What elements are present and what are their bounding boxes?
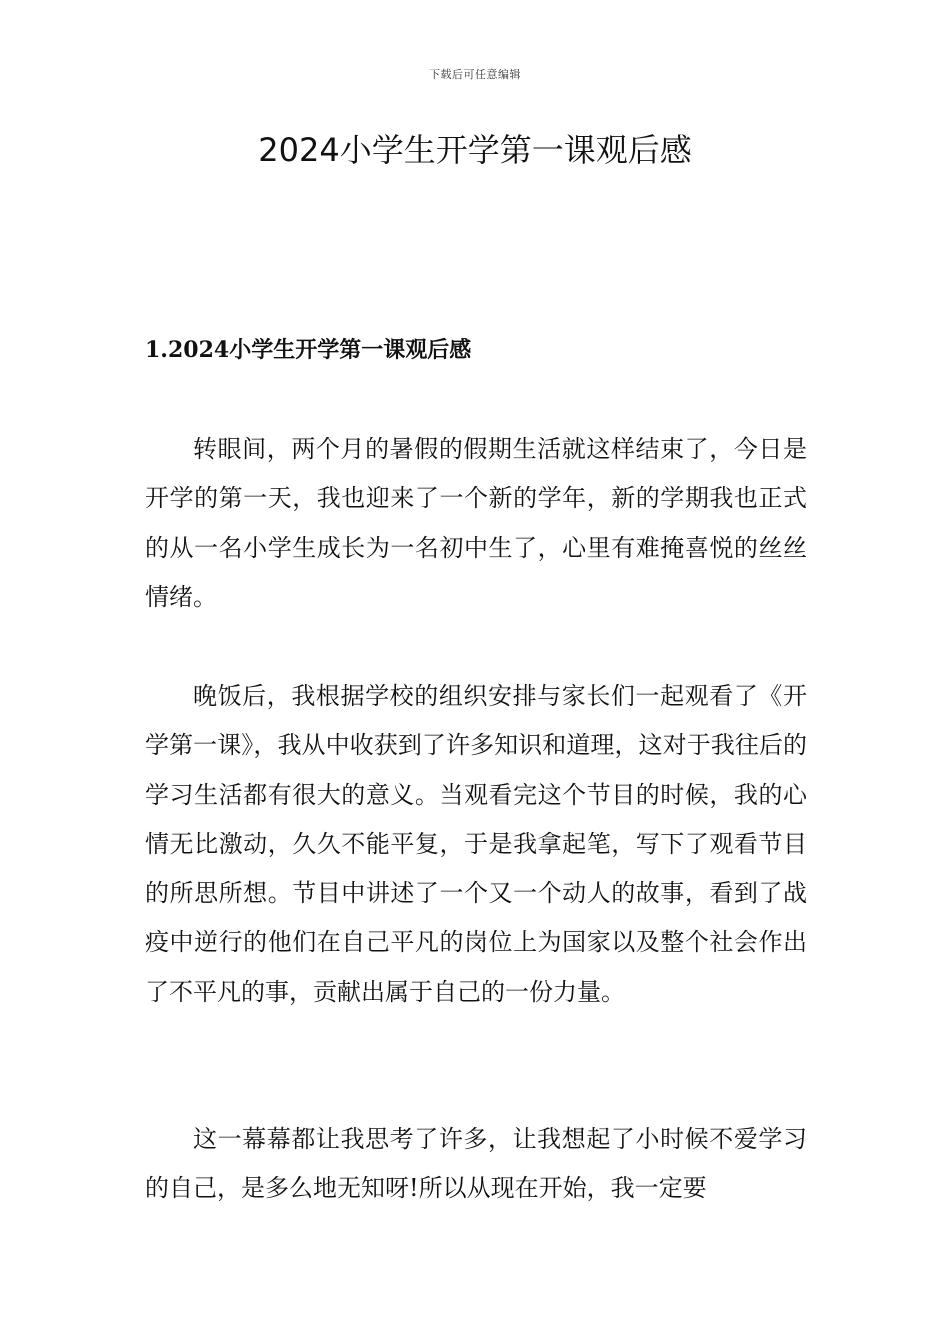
- section-heading: 1.2024小学生开学第一课观后感: [145, 337, 472, 363]
- body-paragraph: 这一幕幕都让我思考了许多，让我想起了小时候不爱学习的自己，是多么地无知呀!所以从现在开始，我一定要: [145, 1125, 807, 1203]
- body-paragraph: 晚饭后，我根据学校的组织安排与家长们一起观看了《开学第一课》，我从中收获到了许多知识和道理，这对于我往后的学习生活都有很大的意义。当观看完这个节目的时候，我的心情无比激动，久久不能平复，于是我拿起笔，写下了观看节目的所思所想。节目中讲述了一个又一个动人的故事，看到了战疫中逆行的他们在自己平凡的岗位上为国家以及整个社会作出了不平凡的事，贡献出属于自己的一份力量。: [145, 682, 807, 1006]
- header-note: 下载后可任意编辑: [429, 68, 521, 81]
- document-title: 2024小学生开学第一课观后感: [258, 131, 692, 169]
- body-paragraph: 转眼间，两个月的暑假的假期生活就这样结束了，今日是开学的第一天，我也迎来了一个新的学年，新的学期我也正式的从一名小学生成长为一名初中生了，心里有难掩喜悦的丝丝情绪。: [145, 435, 807, 611]
